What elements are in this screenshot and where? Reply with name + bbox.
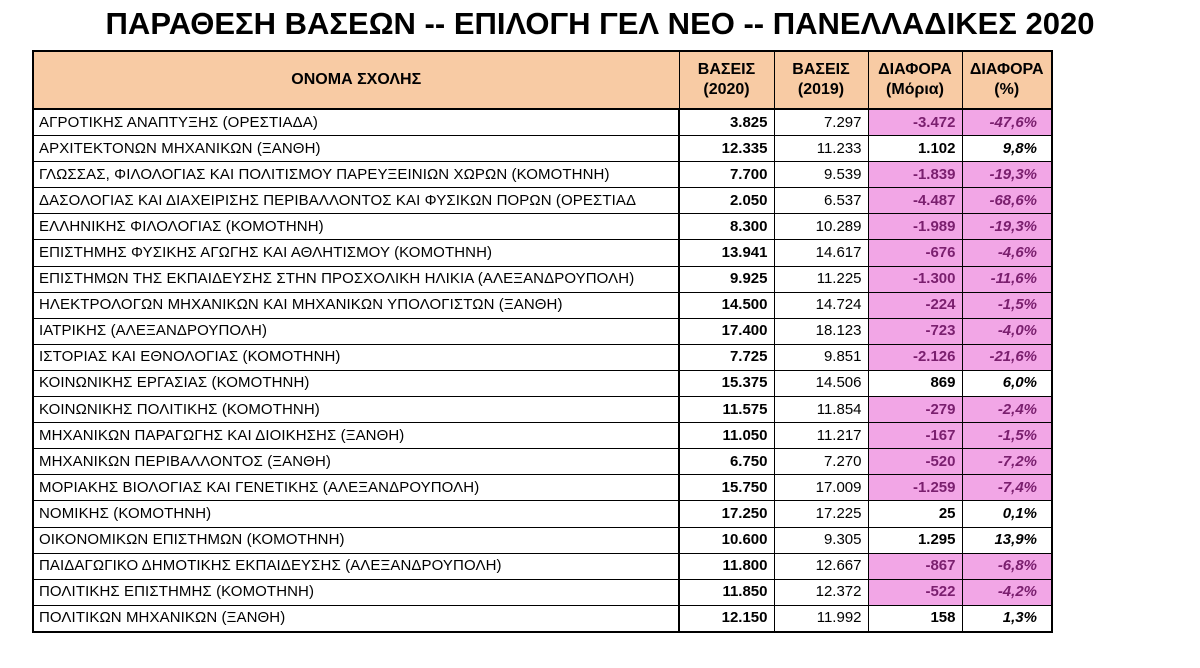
diff-points-cell: -520	[868, 449, 962, 475]
school-name-cell: ΕΠΙΣΤΗΜΩΝ ΤΗΣ ΕΚΠΑΙΔΕΥΣΗΣ ΣΤΗΝ ΠΡΟΣΧΟΛΙΚΗ ΗΛΙΚΙΑ (ΑΛΕΞΑΝΔΡΟΥΠΟΛΗ)	[33, 266, 679, 292]
bases-2019-cell: 11.233	[774, 136, 868, 162]
diff-points-cell: -167	[868, 423, 962, 449]
diff-percent-cell: -21,6%	[962, 344, 1052, 370]
school-name-cell: ΙΣΤΟΡΙΑΣ ΚΑΙ ΕΘΝΟΛΟΓΙΑΣ (ΚΟΜΟΤΗΝΗ)	[33, 344, 679, 370]
header-diff-points: ΔΙΑΦΟΡΑ (Μόρια)	[868, 51, 962, 109]
bases-2019-cell: 9.539	[774, 162, 868, 188]
bases-2019-cell: 12.667	[774, 553, 868, 579]
table-row	[33, 162, 1052, 188]
bases-2020-cell: 14.500	[679, 292, 774, 318]
bases-2019-cell: 11.217	[774, 423, 868, 449]
table-row	[33, 214, 1052, 240]
school-name-cell: ΠΟΛΙΤΙΚΩΝ ΜΗΧΑΝΙΚΩΝ (ΞΑΝΘΗ)	[33, 605, 679, 632]
diff-points-cell: -3.472	[868, 109, 962, 136]
diff-percent-cell: 1,3%	[962, 605, 1052, 632]
bases-2020-cell: 12.335	[679, 136, 774, 162]
bases-2019-cell: 14.506	[774, 370, 868, 396]
bases-2019-cell: 6.537	[774, 188, 868, 214]
bases-2020-cell: 8.300	[679, 214, 774, 240]
scores-table	[32, 50, 1053, 633]
bases-2019-cell: 9.305	[774, 527, 868, 553]
school-name-cell: ΜΗΧΑΝΙΚΩΝ ΠΕΡΙΒΑΛΛΟΝΤΟΣ (ΞΑΝΘΗ)	[33, 449, 679, 475]
diff-points-cell: -2.126	[868, 344, 962, 370]
bases-2019-cell: 17.225	[774, 501, 868, 527]
diff-points-cell: -723	[868, 318, 962, 344]
table-row	[33, 397, 1052, 423]
school-name-cell: ΜΗΧΑΝΙΚΩΝ ΠΑΡΑΓΩΓΗΣ ΚΑΙ ΔΙΟΙΚΗΣΗΣ (ΞΑΝΘΗ)	[33, 423, 679, 449]
bases-2019-cell: 10.289	[774, 214, 868, 240]
bases-2020-cell: 11.850	[679, 579, 774, 605]
table-row	[33, 344, 1052, 370]
bases-2019-cell: 9.851	[774, 344, 868, 370]
diff-percent-cell: -6,8%	[962, 553, 1052, 579]
diff-points-cell: -1.989	[868, 214, 962, 240]
school-name-cell: ΠΟΛΙΤΙΚΗΣ ΕΠΙΣΤΗΜΗΣ (ΚΟΜΟΤΗΝΗ)	[33, 579, 679, 605]
bases-2019-cell: 7.270	[774, 449, 868, 475]
bases-2020-cell: 2.050	[679, 188, 774, 214]
diff-points-cell: -224	[868, 292, 962, 318]
diff-points-cell: -4.487	[868, 188, 962, 214]
table-row	[33, 475, 1052, 501]
diff-points-cell: -1.300	[868, 266, 962, 292]
diff-points-cell: -279	[868, 397, 962, 423]
school-name-cell: ΕΛΛΗΝΙΚΗΣ ΦΙΛΟΛΟΓΙΑΣ (ΚΟΜΟΤΗΝΗ)	[33, 214, 679, 240]
table-row	[33, 109, 1052, 136]
bases-2020-cell: 11.050	[679, 423, 774, 449]
header-bases-2020: ΒΑΣΕΙΣ (2020)	[679, 51, 774, 109]
diff-points-cell: 1.295	[868, 527, 962, 553]
bases-2020-cell: 15.750	[679, 475, 774, 501]
bases-2020-cell: 17.250	[679, 501, 774, 527]
table-row	[33, 449, 1052, 475]
diff-points-cell: -676	[868, 240, 962, 266]
table-row	[33, 553, 1052, 579]
diff-percent-cell: -4,2%	[962, 579, 1052, 605]
bases-2019-cell: 14.724	[774, 292, 868, 318]
bases-2020-cell: 11.800	[679, 553, 774, 579]
bases-2020-cell: 17.400	[679, 318, 774, 344]
school-name-cell: ΟΙΚΟΝΟΜΙΚΩΝ ΕΠΙΣΤΗΜΩΝ (ΚΟΜΟΤΗΝΗ)	[33, 527, 679, 553]
header-diff-percent: ΔΙΑΦΟΡΑ (%)	[962, 51, 1052, 109]
table-row	[33, 370, 1052, 396]
bases-2020-cell: 11.575	[679, 397, 774, 423]
diff-points-cell: -1.839	[868, 162, 962, 188]
diff-percent-cell: -1,5%	[962, 292, 1052, 318]
header-bases-2019: ΒΑΣΕΙΣ (2019)	[774, 51, 868, 109]
bases-2019-cell: 17.009	[774, 475, 868, 501]
diff-percent-cell: -7,2%	[962, 449, 1052, 475]
table-row	[33, 188, 1052, 214]
bases-2020-cell: 7.700	[679, 162, 774, 188]
diff-percent-cell: -7,4%	[962, 475, 1052, 501]
bases-2020-cell: 13.941	[679, 240, 774, 266]
table-row	[33, 423, 1052, 449]
diff-points-cell: -522	[868, 579, 962, 605]
diff-percent-cell: -19,3%	[962, 214, 1052, 240]
school-name-cell: ΚΟΙΝΩΝΙΚΗΣ ΠΟΛΙΤΙΚΗΣ (ΚΟΜΟΤΗΝΗ)	[33, 397, 679, 423]
bases-2020-cell: 7.725	[679, 344, 774, 370]
diff-percent-cell: -1,5%	[962, 423, 1052, 449]
bases-2020-cell: 15.375	[679, 370, 774, 396]
bases-2019-cell: 11.225	[774, 266, 868, 292]
table-row	[33, 318, 1052, 344]
diff-points-cell: -1.259	[868, 475, 962, 501]
bases-2020-cell: 3.825	[679, 109, 774, 136]
diff-percent-cell: -47,6%	[962, 109, 1052, 136]
school-name-cell: ΚΟΙΝΩΝΙΚΗΣ ΕΡΓΑΣΙΑΣ (ΚΟΜΟΤΗΝΗ)	[33, 370, 679, 396]
bases-2019-cell: 11.992	[774, 605, 868, 632]
school-name-cell: ΜΟΡΙΑΚΗΣ ΒΙΟΛΟΓΙΑΣ ΚΑΙ ΓΕΝΕΤΙΚΗΣ (ΑΛΕΞΑΝΔΡΟΥΠΟΛΗ)	[33, 475, 679, 501]
diff-percent-cell: -11,6%	[962, 266, 1052, 292]
table-header-row	[33, 51, 1052, 109]
school-name-cell: ΙΑΤΡΙΚΗΣ (ΑΛΕΞΑΝΔΡΟΥΠΟΛΗ)	[33, 318, 679, 344]
diff-points-cell: -867	[868, 553, 962, 579]
header-school-name: ΟΝΟΜΑ ΣΧΟΛΗΣ	[33, 51, 679, 109]
diff-points-cell: 869	[868, 370, 962, 396]
school-name-cell: ΑΓΡΟΤΙΚΗΣ ΑΝΑΠΤΥΞΗΣ (ΟΡΕΣΤΙΑΔΑ)	[33, 109, 679, 136]
school-name-cell: ΔΑΣΟΛΟΓΙΑΣ ΚΑΙ ΔΙΑΧΕΙΡΙΣΗΣ ΠΕΡΙΒΑΛΛΟΝΤΟΣ ΚΑΙ ΦΥΣΙΚΩΝ ΠΟΡΩΝ (ΟΡΕΣΤΙΑΔ	[33, 188, 679, 214]
school-name-cell: ΕΠΙΣΤΗΜΗΣ ΦΥΣΙΚΗΣ ΑΓΩΓΗΣ ΚΑΙ ΑΘΛΗΤΙΣΜΟΥ (ΚΟΜΟΤΗΝΗ)	[33, 240, 679, 266]
diff-percent-cell: -4,0%	[962, 318, 1052, 344]
table-row	[33, 501, 1052, 527]
bases-2019-cell: 18.123	[774, 318, 868, 344]
table-row	[33, 292, 1052, 318]
bases-2020-cell: 6.750	[679, 449, 774, 475]
bases-2019-cell: 14.617	[774, 240, 868, 266]
table-row	[33, 527, 1052, 553]
bases-2019-cell: 7.297	[774, 109, 868, 136]
table-row	[33, 579, 1052, 605]
diff-percent-cell: -4,6%	[962, 240, 1052, 266]
diff-points-cell: 25	[868, 501, 962, 527]
bases-2020-cell: 9.925	[679, 266, 774, 292]
school-name-cell: ΝΟΜΙΚΗΣ (ΚΟΜΟΤΗΝΗ)	[33, 501, 679, 527]
table-row	[33, 136, 1052, 162]
diff-percent-cell: 6,0%	[962, 370, 1052, 396]
page-title: ΠΑΡΑΘΕΣΗ ΒΑΣΕΩΝ -- ΕΠΙΛΟΓΗ ΓΕΛ ΝΕΟ -- ΠΑΝΕΛΛΑΔΙΚΕΣ 2020	[105, 6, 1095, 41]
diff-percent-cell: 13,9%	[962, 527, 1052, 553]
table-row	[33, 240, 1052, 266]
school-name-cell: ΠΑΙΔΑΓΩΓΙΚΟ ΔΗΜΟΤΙΚΗΣ ΕΚΠΑΙΔΕΥΣΗΣ (ΑΛΕΞΑΝΔΡΟΥΠΟΛΗ)	[33, 553, 679, 579]
bases-2019-cell: 11.854	[774, 397, 868, 423]
table-row	[33, 266, 1052, 292]
bases-2020-cell: 12.150	[679, 605, 774, 632]
diff-percent-cell: -68,6%	[962, 188, 1052, 214]
bases-2019-cell: 12.372	[774, 579, 868, 605]
school-name-cell: ΑΡΧΙΤΕΚΤΟΝΩΝ ΜΗΧΑΝΙΚΩΝ (ΞΑΝΘΗ)	[33, 136, 679, 162]
diff-percent-cell: 0,1%	[962, 501, 1052, 527]
diff-percent-cell: 9,8%	[962, 136, 1052, 162]
school-name-cell: ΗΛΕΚΤΡΟΛΟΓΩΝ ΜΗΧΑΝΙΚΩΝ ΚΑΙ ΜΗΧΑΝΙΚΩΝ ΥΠΟΛΟΓΙΣΤΩΝ (ΞΑΝΘΗ)	[33, 292, 679, 318]
diff-percent-cell: -19,3%	[962, 162, 1052, 188]
table-row	[33, 605, 1052, 632]
bases-2020-cell: 10.600	[679, 527, 774, 553]
school-name-cell: ΓΛΩΣΣΑΣ, ΦΙΛΟΛΟΓΙΑΣ ΚΑΙ ΠΟΛΙΤΙΣΜΟΥ ΠΑΡΕΥΞΕΙΝΙΩΝ ΧΩΡΩΝ (ΚΟΜΟΤΗΝΗ)	[33, 162, 679, 188]
diff-percent-cell: -2,4%	[962, 397, 1052, 423]
diff-points-cell: 1.102	[868, 136, 962, 162]
diff-points-cell: 158	[868, 605, 962, 632]
